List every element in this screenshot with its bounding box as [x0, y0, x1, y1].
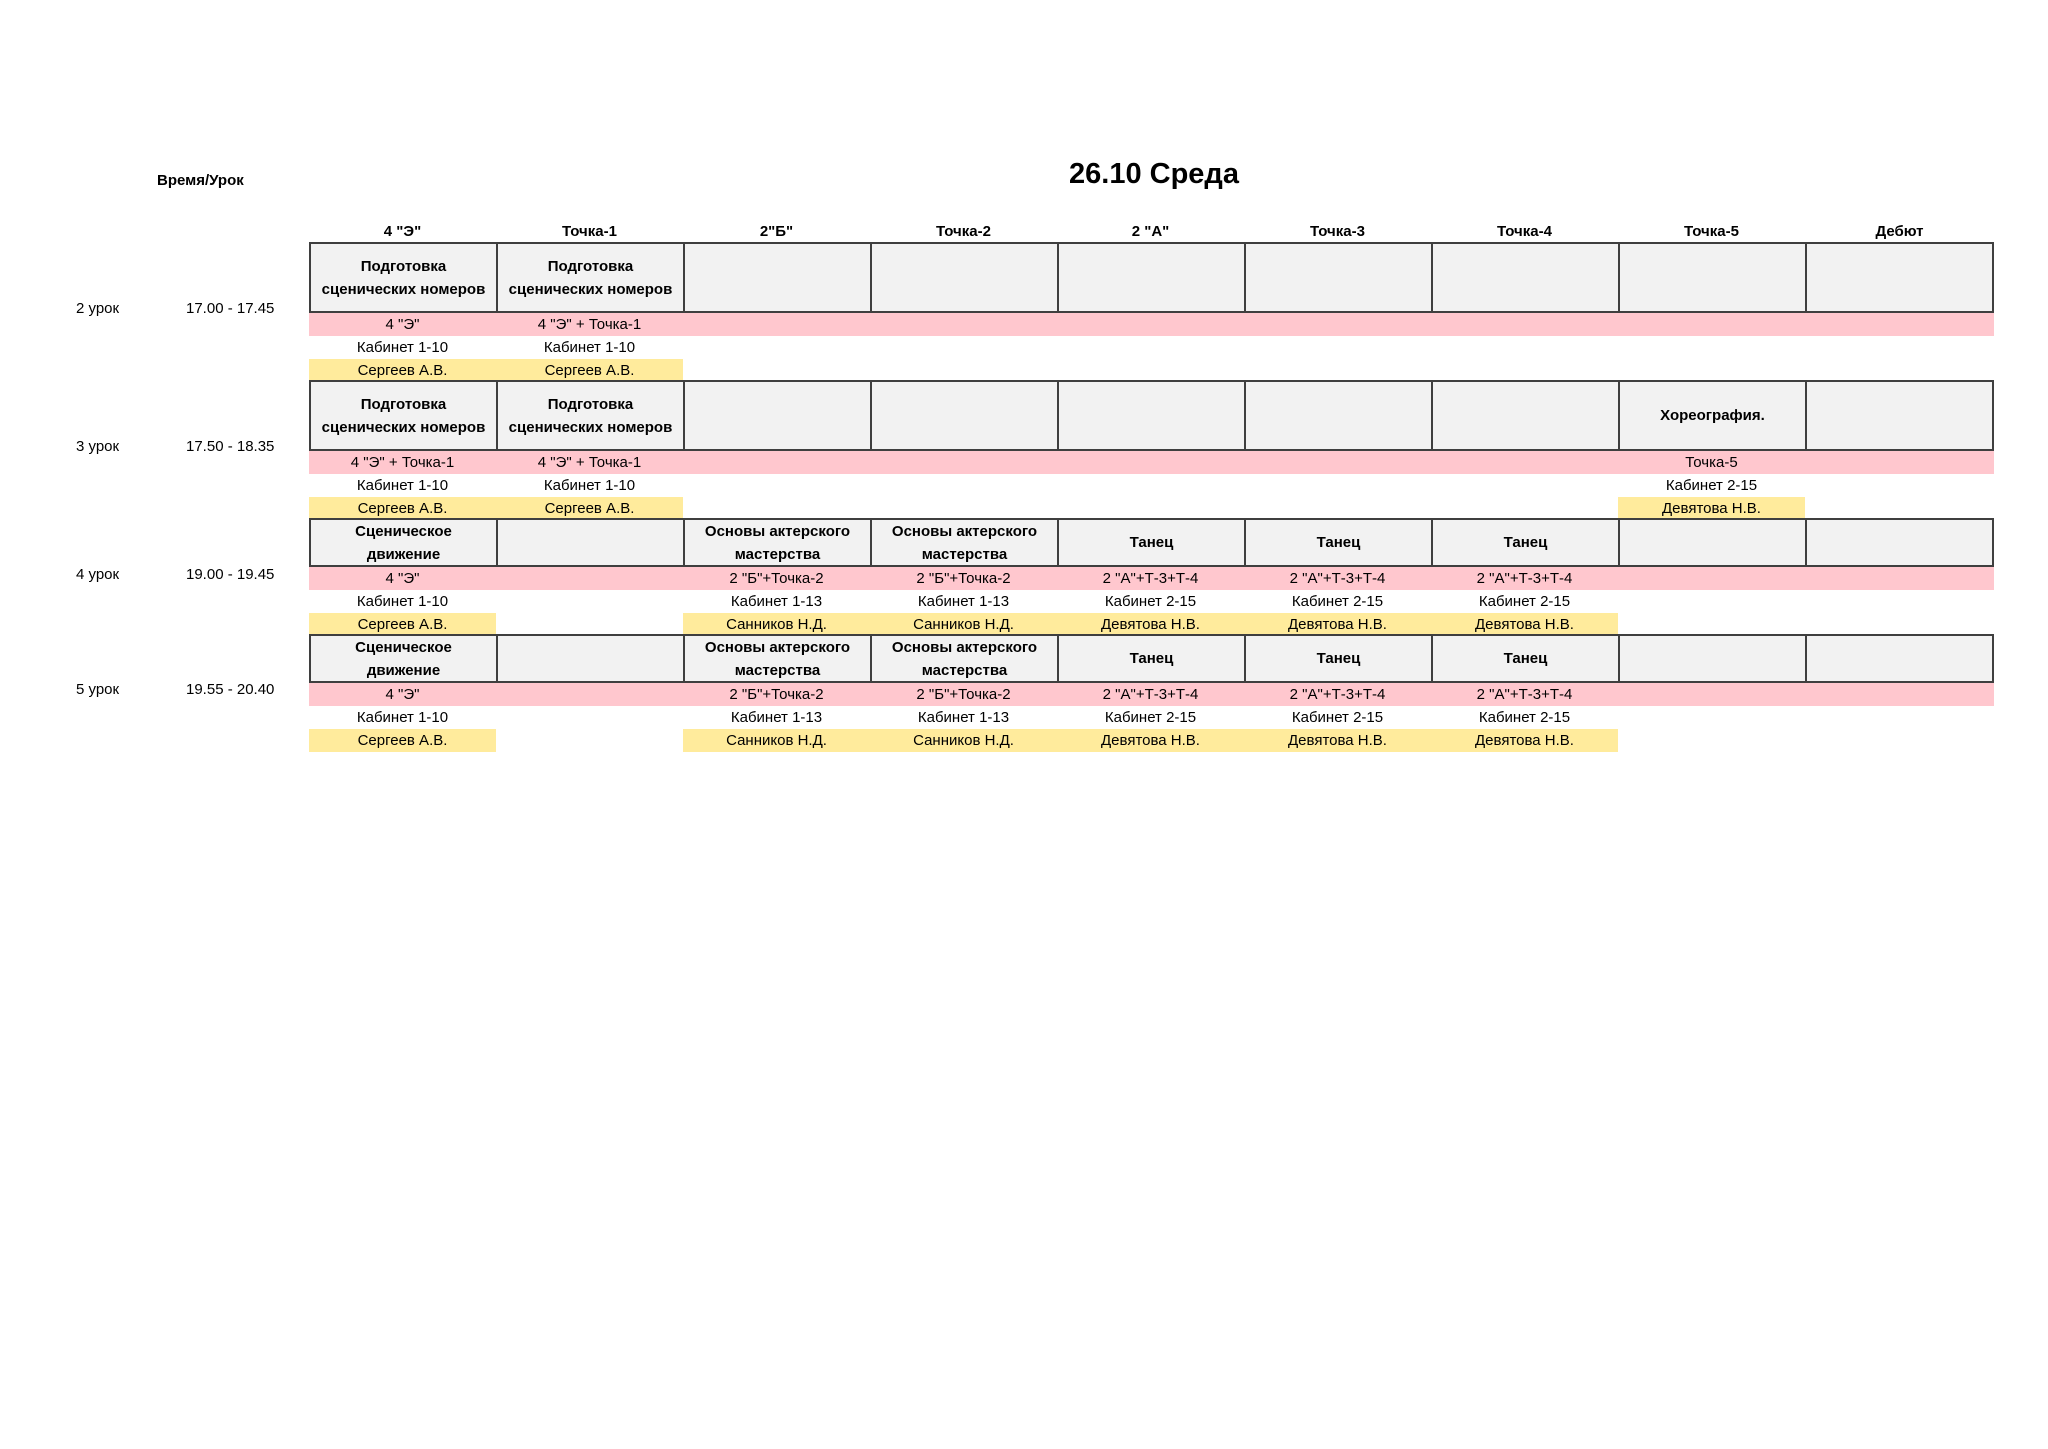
- room-cell: Кабинет 1-10: [543, 477, 636, 494]
- subject-cell: [1431, 380, 1620, 451]
- subject-cell: Сценическое движение: [309, 634, 498, 683]
- group-cell: 4 "Э": [385, 570, 420, 587]
- room-cell: Кабинет 2-15: [1104, 709, 1197, 726]
- subject-cell: [1618, 242, 1807, 313]
- column-header: 2"Б": [759, 223, 794, 240]
- lesson-number: 3 урок: [76, 438, 120, 455]
- room-cell: Кабинет 1-13: [730, 593, 823, 610]
- subject-cell: [870, 242, 1059, 313]
- room-cell: Кабинет 2-15: [1291, 709, 1384, 726]
- group-cell: 2 "А"+Т-3+Т-4: [1102, 570, 1199, 587]
- lesson-time: 19.55 - 20.40: [186, 681, 275, 698]
- group-cell: 2 "А"+Т-3+Т-4: [1476, 570, 1573, 587]
- room-cell: Кабинет 1-10: [356, 477, 449, 494]
- column-header: 4 "Э": [383, 223, 422, 240]
- column-header: Точка-4: [1497, 223, 1552, 240]
- subject-cell: [1618, 518, 1807, 567]
- room-cell: Кабинет 2-15: [1478, 709, 1571, 726]
- subject-cell: [1805, 242, 1994, 313]
- group-cell: 2 "Б"+Точка-2: [729, 686, 824, 703]
- group-cell: 2 "Б"+Точка-2: [916, 686, 1011, 703]
- subject-cell: Основы актерского мастерства: [683, 634, 872, 683]
- subject-cell: Подготовка сценических номеров: [496, 242, 685, 313]
- subject-cell: [1244, 380, 1433, 451]
- subject-cell: [1431, 242, 1620, 313]
- teacher-cell: Сергеев А.В.: [309, 497, 496, 520]
- room-cell: Кабинет 1-13: [917, 709, 1010, 726]
- lesson-time: 17.00 - 17.45: [186, 300, 275, 317]
- room-cell: Кабинет 1-10: [356, 709, 449, 726]
- room-cell: Кабинет 2-15: [1291, 593, 1384, 610]
- teacher-cell: Санников Н.Д.: [870, 729, 1057, 752]
- group-cell: 4 "Э": [385, 316, 420, 333]
- group-cell: 2 "А"+Т-3+Т-4: [1102, 686, 1199, 703]
- group-cell: 4 "Э" + Точка-1: [350, 454, 455, 471]
- room-cell: Кабинет 2-15: [1665, 477, 1758, 494]
- teacher-cell: Сергеев А.В.: [496, 359, 683, 382]
- group-cell: 4 "Э": [385, 686, 420, 703]
- teacher-cell: Девятова Н.В.: [1431, 613, 1618, 636]
- subject-cell: Танец: [1244, 518, 1433, 567]
- room-cell: Кабинет 2-15: [1478, 593, 1571, 610]
- subject-cell: Хореография.: [1618, 380, 1807, 451]
- column-header: Точка-2: [936, 223, 991, 240]
- room-cell: Кабинет 2-15: [1104, 593, 1197, 610]
- subject-cell: Сценическое движение: [309, 518, 498, 567]
- teacher-cell: Девятова Н.В.: [1431, 729, 1618, 752]
- column-header: Дебют: [1875, 223, 1924, 240]
- column-header: Точка-3: [1310, 223, 1365, 240]
- room-cell: Кабинет 1-13: [917, 593, 1010, 610]
- column-header: Точка-1: [562, 223, 617, 240]
- column-header: Точка-5: [1684, 223, 1739, 240]
- subject-cell: Основы актерского мастерства: [870, 518, 1059, 567]
- subject-cell: Основы актерского мастерства: [683, 518, 872, 567]
- group-cell: 2 "Б"+Точка-2: [916, 570, 1011, 587]
- subject-cell: [496, 518, 685, 567]
- subject-cell: [683, 242, 872, 313]
- teacher-cell: Сергеев А.В.: [309, 359, 496, 382]
- subject-cell: Танец: [1431, 518, 1620, 567]
- time-lesson-header: Время/Урок: [157, 172, 244, 189]
- teacher-cell: Девятова Н.В.: [1057, 613, 1244, 636]
- group-cell: 4 "Э" + Точка-1: [537, 454, 642, 471]
- subject-cell: [683, 380, 872, 451]
- group-cell: 2 "А"+Т-3+Т-4: [1289, 570, 1386, 587]
- column-header: 2 "А": [1131, 223, 1170, 240]
- group-cell: 2 "А"+Т-3+Т-4: [1289, 686, 1386, 703]
- subject-cell: [870, 380, 1059, 451]
- subject-cell: Подготовка сценических номеров: [496, 380, 685, 451]
- subject-cell: [1244, 242, 1433, 313]
- subject-cell: [1618, 634, 1807, 683]
- subject-cell: Подготовка сценических номеров: [309, 380, 498, 451]
- room-cell: Кабинет 1-10: [356, 593, 449, 610]
- teacher-cell: Сергеев А.В.: [309, 613, 496, 636]
- teacher-cell: Санников Н.Д.: [870, 613, 1057, 636]
- subject-cell: [496, 634, 685, 683]
- room-cell: Кабинет 1-10: [543, 339, 636, 356]
- room-cell: Кабинет 1-13: [730, 709, 823, 726]
- lesson-number: 5 урок: [76, 681, 120, 698]
- teacher-cell: Девятова Н.В.: [1244, 613, 1431, 636]
- lesson-number: 2 урок: [76, 300, 120, 317]
- group-cell: 2 "Б"+Точка-2: [729, 570, 824, 587]
- subject-cell: Подготовка сценических номеров: [309, 242, 498, 313]
- lesson-time: 19.00 - 19.45: [186, 566, 275, 583]
- page-title: 26.10 Среда: [1069, 158, 1239, 190]
- teacher-cell: Девятова Н.В.: [1244, 729, 1431, 752]
- teacher-cell: Сергеев А.В.: [496, 497, 683, 520]
- subject-cell: [1805, 380, 1994, 451]
- group-cell: 4 "Э" + Точка-1: [537, 316, 642, 333]
- group-cell: Точка-5: [1685, 454, 1738, 471]
- subject-cell: [1805, 634, 1994, 683]
- subject-cell: Танец: [1057, 518, 1246, 567]
- group-cell: 2 "А"+Т-3+Т-4: [1476, 686, 1573, 703]
- teacher-cell: Санников Н.Д.: [683, 729, 870, 752]
- subject-cell: Танец: [1057, 634, 1246, 683]
- teacher-cell: Девятова Н.В.: [1618, 497, 1805, 520]
- teacher-cell: Сергеев А.В.: [309, 729, 496, 752]
- lesson-number: 4 урок: [76, 566, 120, 583]
- subject-cell: Танец: [1244, 634, 1433, 683]
- subject-cell: [1805, 518, 1994, 567]
- subject-cell: Основы актерского мастерства: [870, 634, 1059, 683]
- lesson-time: 17.50 - 18.35: [186, 438, 275, 455]
- subject-cell: [1057, 242, 1246, 313]
- subject-cell: Танец: [1431, 634, 1620, 683]
- teacher-cell: Девятова Н.В.: [1057, 729, 1244, 752]
- subject-cell: [1057, 380, 1246, 451]
- teacher-cell: Санников Н.Д.: [683, 613, 870, 636]
- room-cell: Кабинет 1-10: [356, 339, 449, 356]
